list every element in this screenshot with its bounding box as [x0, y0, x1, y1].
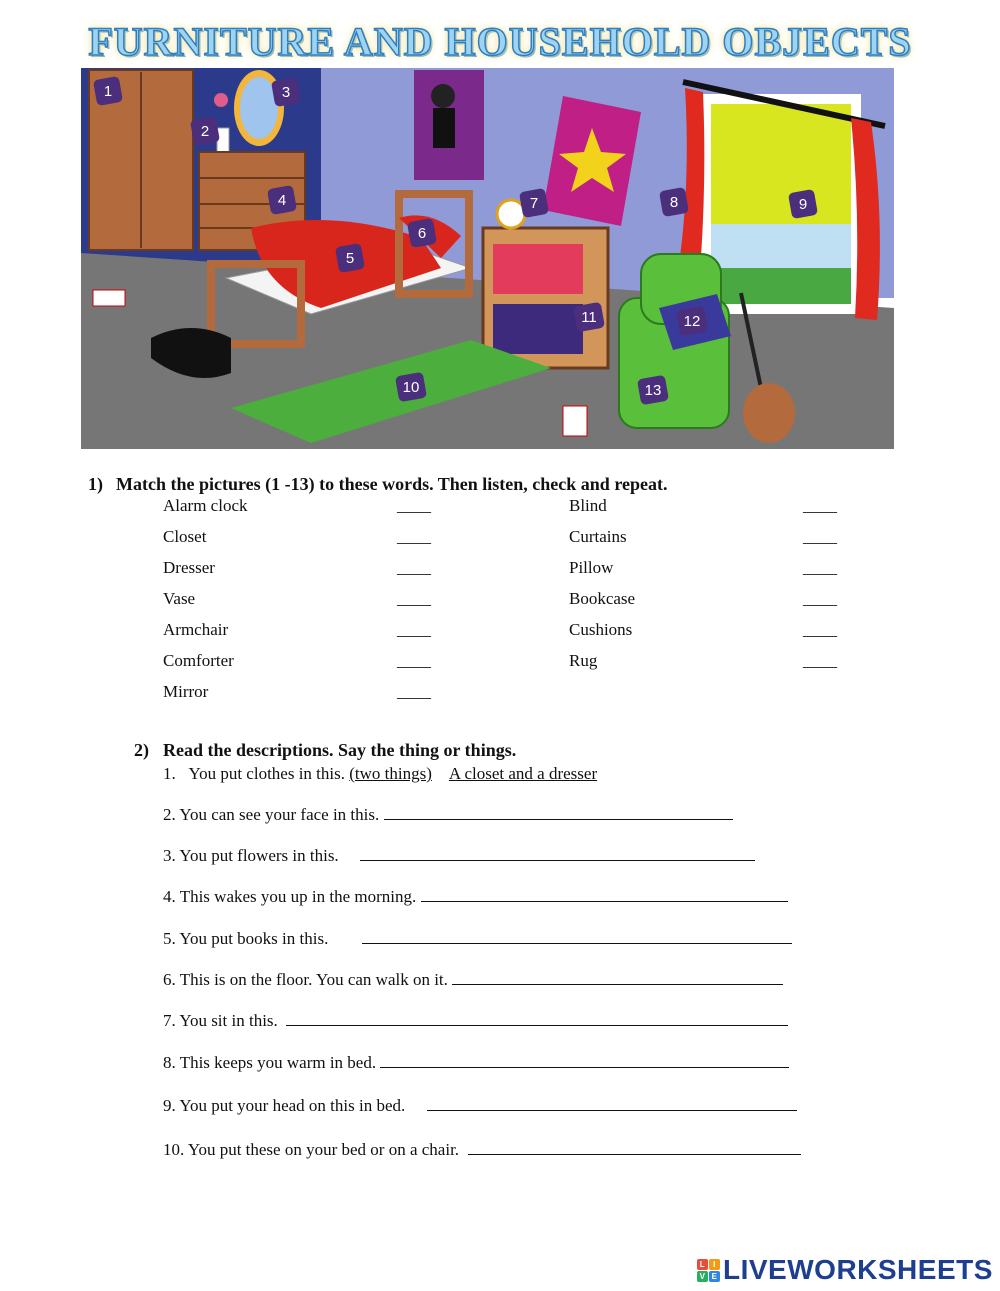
answer-line[interactable] — [286, 1011, 788, 1026]
answer-line[interactable] — [468, 1140, 801, 1155]
logo-letter: L — [697, 1259, 708, 1270]
question-1-instruction: Match the pictures (1 -13) to these words. Then listen, check and repeat. — [116, 474, 668, 494]
answer-line[interactable] — [380, 1053, 789, 1068]
description-item — [163, 970, 783, 990]
svg-text:9: 9 — [798, 196, 808, 213]
description-text: 3. You put flowers in this. — [163, 846, 339, 865]
answer-blank[interactable]: ____ — [803, 558, 837, 577]
example-hint: (two things) — [349, 764, 432, 783]
badge-4 — [267, 185, 297, 215]
description-item — [163, 1096, 797, 1116]
description-item — [163, 887, 788, 907]
badge-7 — [519, 188, 549, 218]
svg-text:13: 13 — [644, 382, 662, 399]
liveworksheets-logo — [697, 1254, 993, 1286]
logo-letter: V — [697, 1271, 708, 1282]
description-text: 8. This keeps you warm in bed. — [163, 1053, 377, 1072]
svg-text:8: 8 — [669, 194, 679, 211]
badge-1 — [93, 76, 123, 106]
answer-line[interactable] — [362, 929, 792, 944]
svg-text:6: 6 — [417, 225, 427, 242]
answer-blank[interactable]: ____ — [803, 496, 837, 515]
question-1-heading — [88, 474, 667, 495]
word-blind: Blind — [569, 496, 607, 515]
answer-blank[interactable]: ____ — [803, 527, 837, 546]
badge-9 — [788, 189, 818, 219]
svg-text:3: 3 — [281, 84, 291, 101]
badge-5 — [335, 243, 365, 273]
answer-blank[interactable]: ____ — [397, 682, 431, 701]
worksheet-title: FURNITURE AND HOUSEHOLD OBJECTS — [88, 19, 912, 64]
svg-text:4: 4 — [277, 192, 287, 209]
svg-text:2: 2 — [200, 123, 210, 140]
word-dresser: Dresser — [163, 558, 215, 577]
bedroom-illustration — [81, 68, 894, 449]
example-number: 1. — [163, 764, 176, 783]
question-2-heading — [134, 740, 516, 761]
word-cushions: Cushions — [569, 620, 633, 639]
answer-line[interactable] — [452, 970, 783, 985]
liveworksheets-wordmark: LIVEWORKSHEETS — [723, 1254, 993, 1285]
badge-3 — [271, 77, 301, 107]
description-text: 7. You sit in this. — [163, 1011, 278, 1030]
word-bookcase: Bookcase — [569, 589, 636, 608]
question-2-number: 2) — [134, 740, 149, 760]
word-comforter: Comforter — [163, 651, 234, 670]
description-text: 9. You put your head on this in bed. — [163, 1096, 406, 1115]
logo-letter: E — [709, 1271, 720, 1282]
example-answer: A closet and a dresser — [448, 764, 598, 783]
answer-blank[interactable]: ____ — [397, 527, 431, 546]
description-item — [163, 1053, 789, 1073]
word-rug: Rug — [569, 651, 598, 670]
description-item — [163, 1011, 788, 1031]
description-item — [163, 846, 755, 866]
answer-blank[interactable]: ____ — [803, 589, 837, 608]
question-2-instruction: Read the descriptions. Say the thing or things. — [163, 740, 517, 760]
badge-2 — [190, 116, 220, 146]
word-vase: Vase — [163, 589, 196, 608]
description-text: 4. This wakes you up in the morning. — [163, 887, 417, 906]
liveworksheets-logo-icon — [697, 1259, 720, 1282]
word-pillow: Pillow — [569, 558, 614, 577]
word-closet: Closet — [163, 527, 207, 546]
answer-line[interactable] — [384, 805, 733, 820]
description-text: 5. You put books in this. — [163, 929, 329, 948]
svg-text:12: 12 — [683, 313, 701, 330]
answer-blank[interactable]: ____ — [803, 620, 837, 639]
answer-blank[interactable]: ____ — [397, 558, 431, 577]
description-item — [163, 805, 733, 825]
badge-8 — [659, 187, 689, 217]
word-alarm-clock: Alarm clock — [163, 496, 248, 515]
example-text: You put clothes in this. — [188, 764, 345, 783]
answer-blank[interactable]: ____ — [397, 589, 431, 608]
svg-text:11: 11 — [581, 309, 597, 326]
svg-text:5: 5 — [345, 250, 355, 267]
answer-line[interactable] — [421, 887, 788, 902]
description-text: 2. You can see your face in this. — [163, 805, 380, 824]
svg-text:7: 7 — [529, 195, 539, 212]
badge-12 — [676, 306, 708, 336]
answer-blank[interactable]: ____ — [397, 496, 431, 515]
svg-text:10: 10 — [402, 379, 420, 396]
answer-line[interactable] — [427, 1096, 797, 1111]
answer-blank[interactable]: ____ — [803, 651, 837, 670]
badge-13 — [637, 375, 669, 405]
description-text: 10. You put these on your bed or on a chair. — [163, 1140, 460, 1159]
svg-text:1: 1 — [103, 83, 113, 100]
description-item — [163, 929, 792, 949]
description-item — [163, 1140, 801, 1160]
badge-11 — [573, 302, 605, 332]
description-text: 6. This is on the floor. You can walk on it. — [163, 970, 448, 989]
question-1-number: 1) — [88, 474, 103, 494]
badge-10 — [395, 372, 427, 402]
answer-line[interactable] — [360, 846, 755, 861]
word-mirror: Mirror — [163, 682, 209, 701]
answer-blank[interactable]: ____ — [397, 651, 431, 670]
word-curtains: Curtains — [569, 527, 627, 546]
description-example — [163, 764, 597, 784]
answer-blank[interactable]: ____ — [397, 620, 431, 639]
logo-letter: I — [709, 1259, 720, 1270]
badge-6 — [407, 218, 437, 248]
word-armchair: Armchair — [163, 620, 229, 639]
